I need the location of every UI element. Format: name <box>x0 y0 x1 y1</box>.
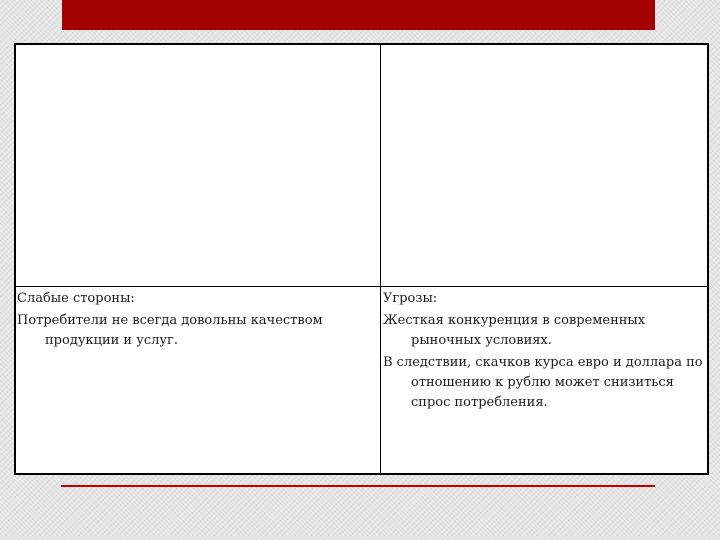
threats-heading: Угрозы: <box>383 291 438 306</box>
threat-item: Жесткая конкуренция в современных рыночных условиях. <box>383 313 646 348</box>
weaknesses-cell <box>16 289 378 353</box>
threats-cell <box>382 289 708 415</box>
table-row-divider <box>16 286 707 287</box>
threat-item: В следствии, скачков курса евро и доллара по отношению к рублю может снизиться спрос потребления. <box>383 355 703 410</box>
table-column-divider <box>380 45 381 473</box>
weakness-item: Потребители не всегда довольны качеством продукции и услуг. <box>17 313 323 348</box>
swot-table <box>14 43 709 475</box>
weaknesses-heading: Слабые стороны: <box>17 291 135 306</box>
title-bar <box>62 0 655 30</box>
footer-line <box>61 485 655 487</box>
